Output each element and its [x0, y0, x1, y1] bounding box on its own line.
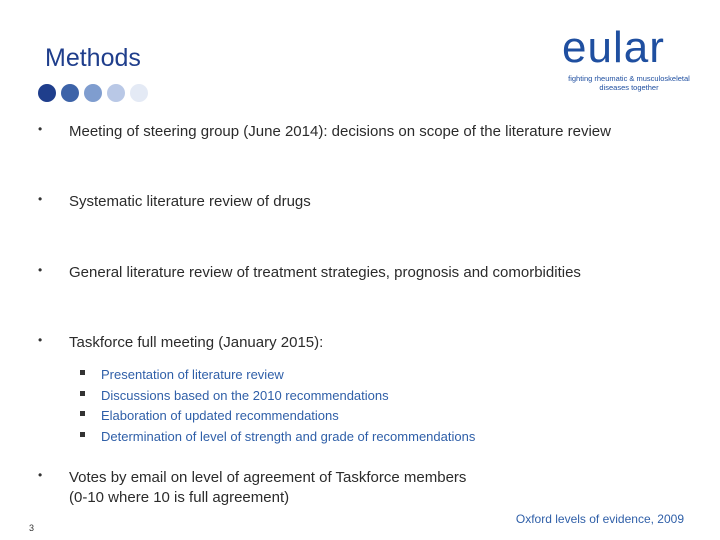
logo-tagline-line2: diseases together [599, 83, 659, 92]
bullet-marker: • [38, 263, 43, 277]
bullet-text: Meeting of steering group (June 2014): decisions on scope of the literature review [69, 123, 611, 140]
logo-wordmark: eular [562, 23, 665, 72]
dot-icon [84, 84, 102, 102]
bullet-text: Taskforce full meeting (January 2015): [69, 334, 324, 351]
dot-icon [38, 84, 56, 102]
bullet-marker: • [38, 333, 43, 347]
dot-icon [130, 84, 148, 102]
source-citation: Oxford levels of evidence, 2009 [515, 512, 684, 526]
bullet-text-line2: (0-10 where 10 is full agreement) [69, 489, 290, 506]
bullet-text: General literature review of treatment strategies, prognosis and comorbidities [69, 264, 581, 281]
bullet-text: Systematic literature review of drugs [69, 193, 311, 210]
page-number: 3 [29, 523, 35, 533]
square-bullet-icon [80, 411, 85, 416]
bullet-marker: • [38, 122, 43, 136]
dot-icon [107, 84, 125, 102]
sub-bullet-text: Elaboration of updated recommendations [101, 408, 339, 423]
square-bullet-icon [80, 370, 85, 375]
eular-logo [562, 22, 694, 98]
logo-tagline-line1: fighting rheumatic & musculoskeletal [568, 74, 690, 83]
bullet-marker: • [38, 192, 43, 206]
square-bullet-icon [80, 391, 85, 396]
sub-bullet-text: Discussions based on the 2010 recommendations [101, 387, 389, 403]
logo-tagline [565, 74, 693, 92]
square-bullet-icon [80, 432, 85, 437]
sub-bullet-text: Determination of level of strength and grade of recommendations [101, 428, 476, 444]
slide-title: Methods [45, 44, 141, 72]
bullet-marker: • [38, 468, 43, 482]
sub-bullet-text: Presentation of literature review [101, 367, 284, 382]
bullet-text: Votes by email on level of agreement of Taskforce members [69, 469, 467, 486]
dot-icon [61, 84, 79, 102]
